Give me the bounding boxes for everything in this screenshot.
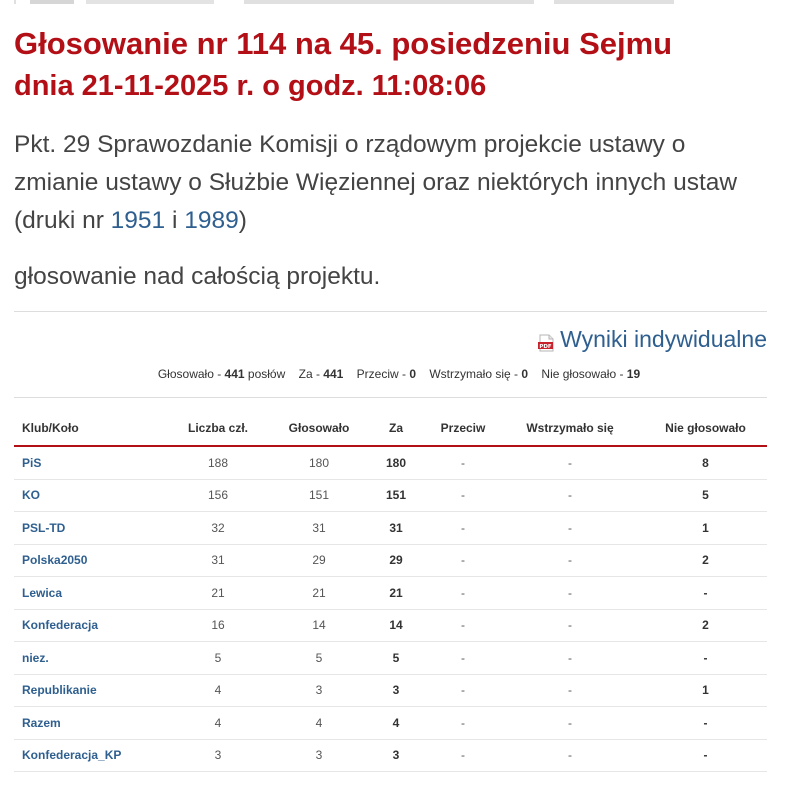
print-link-1989[interactable]: 1989 (184, 207, 239, 234)
table-row (14, 577, 767, 610)
club-link[interactable]: PiS (22, 455, 42, 470)
cell-abstained: - (496, 707, 644, 740)
cell-voted: 3 (276, 674, 362, 707)
club-link[interactable]: niez. (22, 650, 49, 665)
header-against[interactable]: Przeciw (430, 410, 496, 446)
table-row (14, 512, 767, 545)
club-link[interactable]: Republikanie (22, 683, 97, 698)
vote-summary (0, 367, 798, 381)
cell-voted: 3 (276, 739, 362, 772)
cell-for: 21 (362, 577, 430, 610)
header-abstained[interactable]: Wstrzymało się (496, 410, 644, 446)
description-text: Pkt. 29 Sprawozdanie Komisji o rządowym projekcie ustawy o zmianie ustawy o Służbie Więziennej oraz niektórych innych ustaw (druki nr (14, 131, 738, 234)
cell-not-voted: 5 (644, 479, 767, 512)
header-members[interactable]: Liczba czł. (160, 410, 276, 446)
cell-members: 4 (160, 674, 276, 707)
cell-voted: 4 (276, 707, 362, 740)
cell-club (14, 739, 160, 772)
cell-not-voted: 2 (644, 609, 767, 642)
cell-for: 3 (362, 739, 430, 772)
cell-for: 3 (362, 674, 430, 707)
summary-for: Za - 441 (298, 367, 344, 381)
table-row (14, 544, 767, 577)
page-title: Głosowanie nr 114 na 45. posiedzeniu Sejmu (14, 26, 673, 61)
summary-voted: Głosowało - 441 posłów (157, 367, 286, 381)
club-link[interactable]: KO (22, 488, 40, 503)
table-row (14, 609, 767, 642)
header-voted[interactable]: Głosowało (276, 410, 362, 446)
cell-against: - (430, 642, 496, 675)
cell-members: 156 (160, 479, 276, 512)
cell-club (14, 544, 160, 577)
cell-members: 4 (160, 707, 276, 740)
cell-for: 180 (362, 446, 430, 479)
cell-not-voted: - (644, 707, 767, 740)
cell-against: - (430, 707, 496, 740)
cell-club (14, 577, 160, 610)
vote-date-subtitle: dnia 21-11-2025 r. o godz. 11:08:06 (14, 70, 487, 102)
cell-members: 5 (160, 642, 276, 675)
club-link[interactable]: Lewica (22, 585, 63, 600)
cell-abstained: - (496, 577, 644, 610)
description-and: i (165, 207, 185, 234)
cell-against: - (430, 479, 496, 512)
cell-members: 188 (160, 446, 276, 479)
description-close: ) (238, 207, 247, 234)
cell-not-voted: 8 (644, 446, 767, 479)
table-header-row (14, 410, 767, 446)
header-not-voted[interactable]: Nie głosowało (644, 410, 767, 446)
cell-against: - (430, 544, 496, 577)
cell-abstained: - (496, 512, 644, 545)
cell-for: 29 (362, 544, 430, 577)
header-club[interactable]: Klub/Koło (14, 410, 160, 446)
cell-not-voted: - (644, 642, 767, 675)
table-row (14, 479, 767, 512)
summary-against: Przeciw - 0 (356, 367, 417, 381)
summary-abstain: Wstrzymało się - 0 (429, 367, 529, 381)
cell-club (14, 479, 160, 512)
cell-abstained: - (496, 446, 644, 479)
cell-voted: 31 (276, 512, 362, 545)
pdf-icon (538, 331, 555, 349)
club-results-table (14, 410, 767, 772)
cell-members: 16 (160, 609, 276, 642)
cell-against: - (430, 577, 496, 610)
table-row (14, 446, 767, 479)
print-link-1951[interactable]: 1951 (110, 207, 166, 234)
table-row (14, 739, 767, 772)
svg-text:PDF: PDF (539, 343, 552, 350)
cell-not-voted: 1 (644, 674, 767, 707)
cell-members: 21 (160, 577, 276, 610)
vote-subject: głosowanie nad całością projektu. (14, 263, 381, 290)
cell-club (14, 642, 160, 675)
divider (14, 311, 767, 312)
club-link[interactable]: Razem (22, 715, 61, 730)
club-link[interactable]: Konfederacja_KP (22, 748, 122, 763)
cell-not-voted: 2 (644, 544, 767, 577)
cell-for: 31 (362, 512, 430, 545)
table-row (14, 674, 767, 707)
cell-club (14, 609, 160, 642)
cell-for: 5 (362, 642, 430, 675)
cell-not-voted: 1 (644, 512, 767, 545)
club-link[interactable]: PSL-TD (22, 520, 66, 535)
cell-members: 31 (160, 544, 276, 577)
individual-results-label: Wyniki indywidualne (560, 326, 767, 352)
cell-voted: 21 (276, 577, 362, 610)
cell-against: - (430, 446, 496, 479)
agenda-item-description (14, 126, 774, 240)
cell-for: 14 (362, 609, 430, 642)
cell-voted: 29 (276, 544, 362, 577)
cell-members: 32 (160, 512, 276, 545)
cell-club (14, 512, 160, 545)
cell-abstained: - (496, 739, 644, 772)
cell-abstained: - (496, 479, 644, 512)
summary-not-voted: Nie głosowało - 19 (541, 367, 641, 381)
cell-against: - (430, 609, 496, 642)
club-link[interactable]: Polska2050 (22, 553, 88, 568)
divider (14, 397, 767, 398)
cell-against: - (430, 739, 496, 772)
cell-voted: 14 (276, 609, 362, 642)
cell-not-voted: - (644, 739, 767, 772)
cell-against: - (430, 674, 496, 707)
cell-voted: 151 (276, 479, 362, 512)
cropped-previous-line (14, 0, 674, 4)
table-row (14, 642, 767, 675)
header-for[interactable]: Za (362, 410, 430, 446)
club-link[interactable]: Konfederacja (22, 618, 99, 633)
cell-not-voted: - (644, 577, 767, 610)
cell-against: - (430, 512, 496, 545)
cell-voted: 180 (276, 446, 362, 479)
cell-club (14, 674, 160, 707)
cell-club (14, 707, 160, 740)
cell-abstained: - (496, 544, 644, 577)
cell-club (14, 446, 160, 479)
cell-abstained: - (496, 609, 644, 642)
cell-for: 151 (362, 479, 430, 512)
table-row (14, 707, 767, 740)
cell-abstained: - (496, 642, 644, 675)
individual-results-link[interactable] (538, 326, 767, 353)
cell-for: 4 (362, 707, 430, 740)
cell-voted: 5 (276, 642, 362, 675)
cell-members: 3 (160, 739, 276, 772)
cell-abstained: - (496, 674, 644, 707)
